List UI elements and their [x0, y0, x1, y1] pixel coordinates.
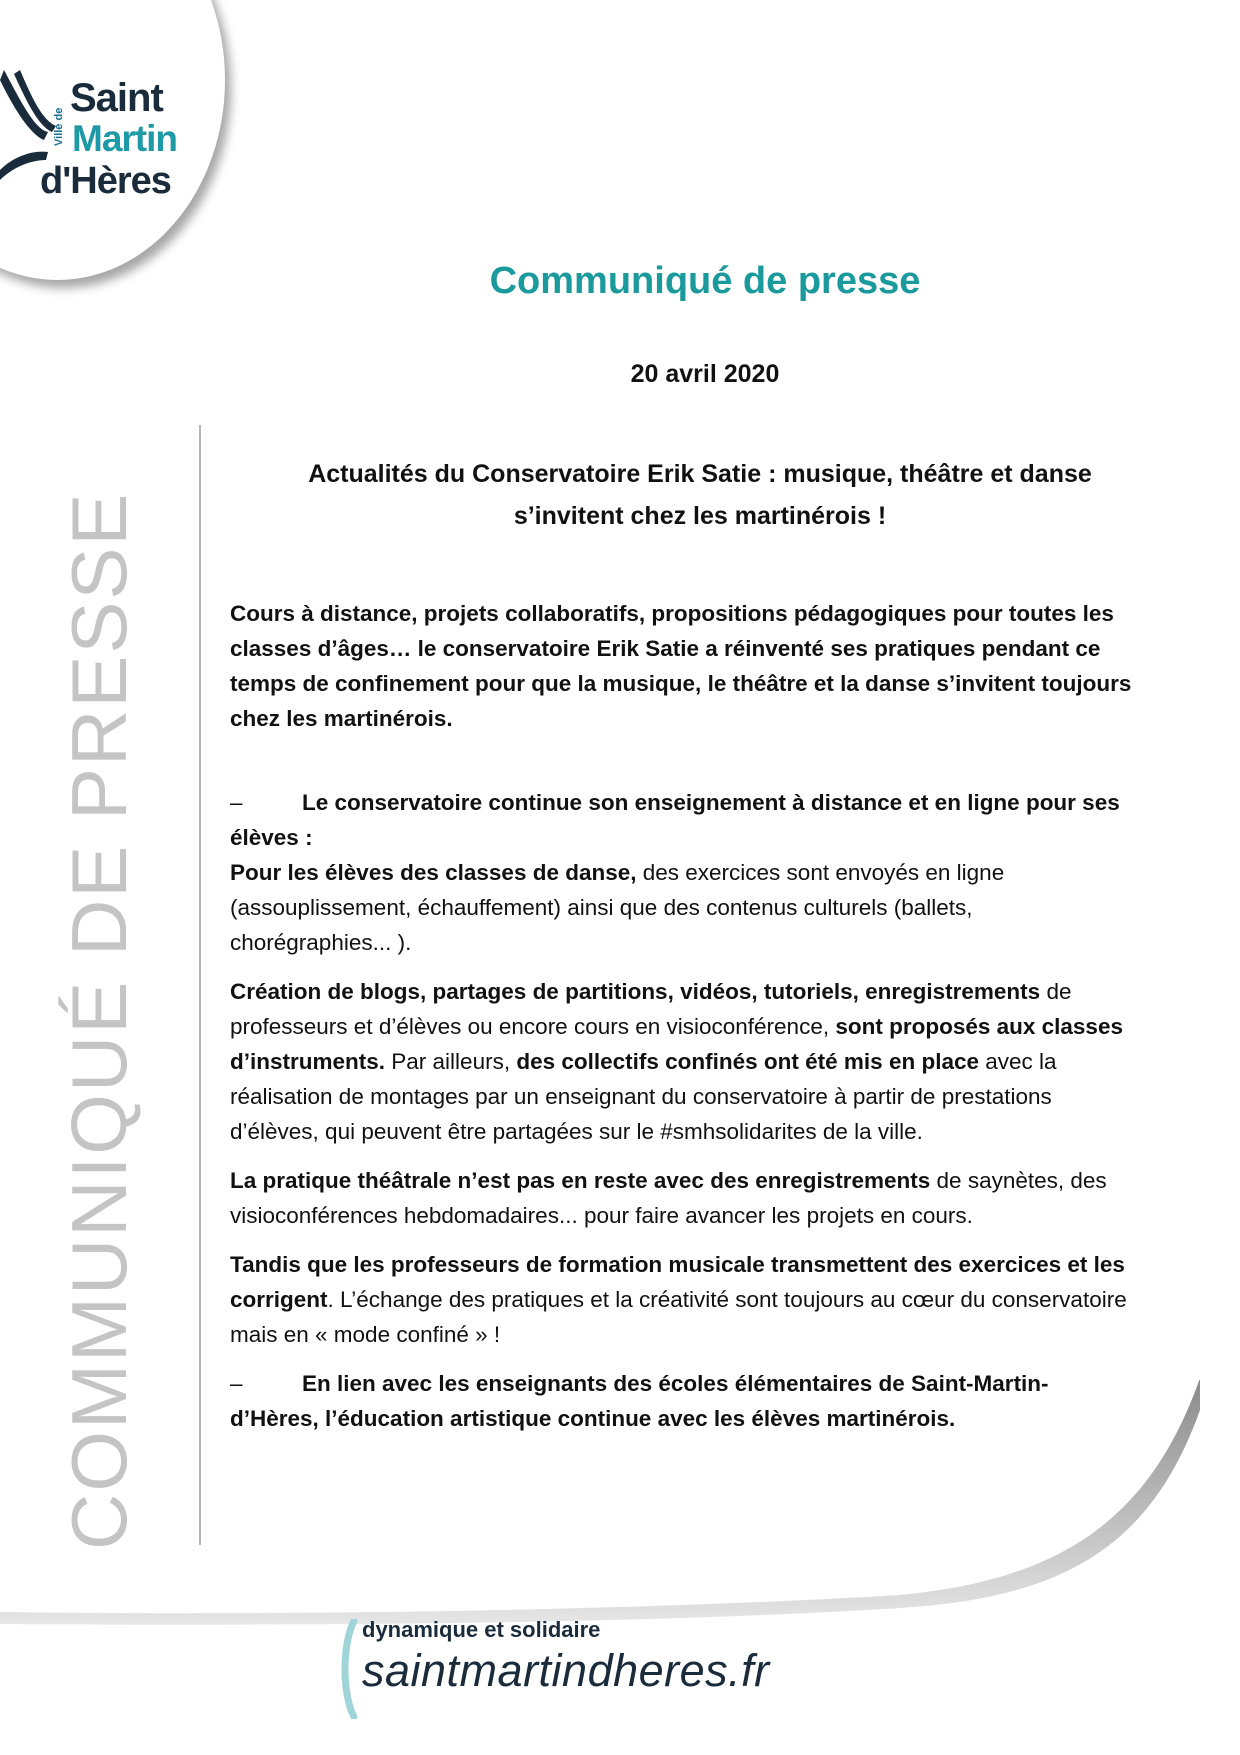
dance-bold: Pour les élèves des classes de danse,	[230, 860, 637, 885]
p2-text-3: avec la réalisation de montages par un enseignant du conservatoire à partir de prestations d’élèves, qui peuvent être partagées sur le #smhsolidarites de la ville.	[230, 1049, 1057, 1144]
section1-block	[230, 785, 1135, 960]
sidebar-divider	[199, 425, 201, 1545]
press-date: 20 avril 2020	[630, 360, 780, 388]
dash-bullet: –	[230, 1371, 243, 1396]
footer-url: saintmartindheres.fr	[362, 1645, 770, 1696]
footer-brand	[340, 1605, 940, 1735]
p4-bold: Tandis que les professeurs de formation musicale transmettent des exercices et les corrigent	[230, 1252, 1125, 1312]
p2-bold-1: Création de blogs, partages de partitions, vidéos, tutoriels, enregistrements	[230, 979, 1041, 1004]
section1-heading: Le conservatoire continue son enseignement à distance et en ligne pour ses élèves :	[230, 790, 1120, 850]
logo-word-saint: Saint	[70, 76, 163, 120]
body-section	[230, 785, 1135, 1450]
paragraph-theatre	[230, 1163, 1135, 1233]
sidebar-title: COMMUNIQUÉ DE PRESSE	[55, 491, 143, 1550]
paragraph-instruments	[230, 974, 1135, 1149]
bottom-swoosh-decoration	[0, 1380, 1240, 1630]
headline: Actualités du Conservatoire Erik Satie : musique, théâtre et danse s’invitent chez les martinérois !	[308, 460, 1092, 530]
p2-bold-2: sont proposés aux classes d’instruments.	[230, 1014, 1123, 1074]
dance-text: des exercices sont envoyés en ligne (assouplissement, échauffement) ainsi que des contenus culturels (ballets, chorégraphies... ).	[230, 860, 1005, 955]
p3-bold: La pratique théâtrale n’est pas en reste avec des enregistrements	[230, 1168, 931, 1193]
paragraph-musical-training	[230, 1247, 1135, 1352]
p2-text-2: Par ailleurs,	[385, 1049, 517, 1074]
p2-text-1: de professeurs et d’élèves ou encore cours en visioconférence,	[230, 979, 1072, 1039]
footer-tagline: dynamique et solidaire	[362, 1617, 601, 1642]
page-title: Communiqué de presse	[489, 260, 921, 302]
intro-paragraph: Cours à distance, projets collaboratifs, propositions pédagogiques pour toutes les classes d’âges… le conservatoire Erik Satie a réinventé ses pratiques pendant ce temps de confinement pour que la musique, le théâtre et la danse s’invitent toujours chez les martinérois.	[230, 601, 1132, 731]
logo-word-dheres: d'Hères	[40, 160, 171, 202]
p2-bold-3: des collectifs confinés ont été mis en place	[516, 1049, 979, 1074]
logo-word-martin: Martin	[72, 118, 177, 159]
section2-heading: En lien avec les enseignants des écoles élémentaires de Saint-Martin-d’Hères, l’éducation artistique continue avec les élèves martinérois.	[230, 1371, 1049, 1431]
bracket-icon	[340, 1619, 358, 1719]
logo-ville-de: Ville de	[53, 107, 65, 146]
dash-bullet: –	[230, 790, 243, 815]
p4-text: . L’échange des pratiques et la créativité sont toujours au cœur du conservatoire mais en « mode confiné » !	[230, 1287, 1127, 1347]
city-logo	[0, 70, 180, 210]
p3-text: de saynètes, des visioconférences hebdomadaires... pour faire avancer les projets en cours.	[230, 1168, 1107, 1228]
